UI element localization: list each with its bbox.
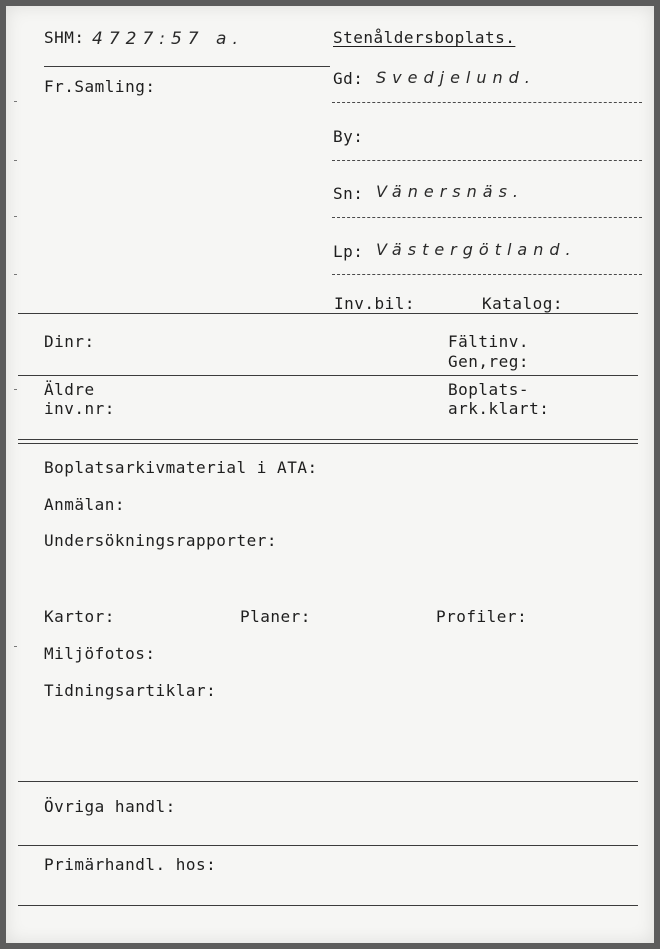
margin-mark bbox=[14, 160, 17, 161]
index-card bbox=[6, 6, 654, 943]
divider-1 bbox=[18, 313, 638, 314]
fr-samling-label: Fr.Samling: bbox=[44, 77, 156, 96]
arkklart-label: ark.klart: bbox=[448, 399, 550, 418]
gd-label: Gd: bbox=[333, 69, 364, 88]
undersokning-label: Undersökningsrapporter: bbox=[44, 531, 278, 550]
by-line bbox=[332, 160, 642, 161]
profiler-label: Profiler: bbox=[436, 607, 528, 626]
margin-mark bbox=[14, 646, 17, 647]
ovriga-label: Övriga handl: bbox=[44, 797, 176, 816]
genreg-label: Gen,reg: bbox=[448, 352, 530, 371]
faltinv-label: Fältinv. bbox=[448, 332, 530, 351]
lp-line bbox=[332, 274, 642, 275]
invnr-label: inv.nr: bbox=[44, 399, 115, 418]
lp-label: Lp: bbox=[333, 242, 364, 261]
shm-underline bbox=[44, 66, 330, 67]
sn-label: Sn: bbox=[333, 184, 364, 203]
divider-4 bbox=[18, 781, 638, 782]
margin-mark bbox=[14, 274, 17, 275]
sn-value: Vänersnäs. bbox=[376, 182, 524, 201]
katalog-label: Katalog: bbox=[482, 294, 564, 313]
anmalan-label: Anmälan: bbox=[44, 495, 126, 514]
margin-mark bbox=[14, 216, 17, 217]
divider-5 bbox=[18, 845, 638, 846]
shm-value: 4727:57 a. bbox=[92, 29, 244, 49]
planer-label: Planer: bbox=[240, 607, 311, 626]
gd-line bbox=[332, 102, 642, 103]
primar-label: Primärhandl. hos: bbox=[44, 855, 217, 874]
miljofotos-label: Miljöfotos: bbox=[44, 644, 156, 663]
dinr-label: Dinr: bbox=[44, 332, 95, 351]
inv-bil-label: Inv.bil: bbox=[334, 294, 416, 313]
shm-label: SHM: bbox=[44, 28, 85, 47]
gd-value: Svedjelund. bbox=[376, 68, 536, 87]
margin-mark bbox=[14, 101, 17, 102]
tidning-label: Tidningsartiklar: bbox=[44, 681, 217, 700]
divider-6 bbox=[18, 905, 638, 906]
boplats-label: Boplats- bbox=[448, 380, 530, 399]
divider-2 bbox=[18, 375, 638, 376]
kartor-label: Kartor: bbox=[44, 607, 115, 626]
margin-mark bbox=[14, 389, 17, 390]
lp-value: Västergötland. bbox=[376, 240, 577, 259]
sn-line bbox=[332, 217, 642, 218]
divider-3a bbox=[18, 439, 638, 440]
form-title: Stenåldersboplats. bbox=[333, 28, 516, 47]
by-label: By: bbox=[333, 127, 364, 146]
archive-heading: Boplatsarkivmaterial i ATA: bbox=[44, 458, 318, 477]
divider-3b bbox=[18, 443, 638, 444]
aldre-label: Äldre bbox=[44, 380, 95, 399]
